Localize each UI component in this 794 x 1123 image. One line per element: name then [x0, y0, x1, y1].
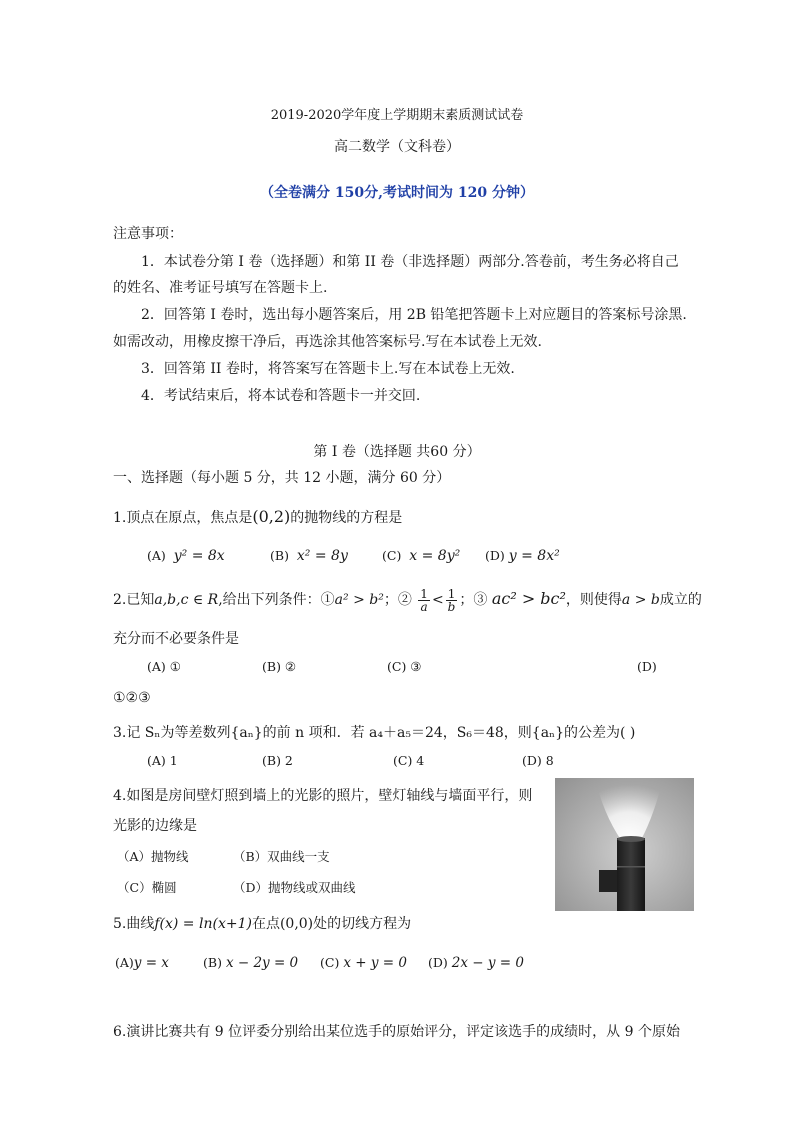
- q5-option-a: [115, 955, 169, 971]
- q5-stem-b: 在点(0,0)处的切线方程为: [251, 916, 412, 932]
- q5-option-d-label: (D): [428, 955, 448, 970]
- q2-s5: ，则使得: [565, 592, 622, 608]
- question-4-line1: 4.如图是房间壁灯照到墙上的光影的照片，壁灯轴线与墙面平行，则: [113, 788, 533, 804]
- q2-s3: ；②: [383, 592, 412, 608]
- q2-s2: ,给出下列条件：①: [218, 592, 335, 608]
- question-1-stem: [113, 507, 402, 527]
- q2-fraction-1a: [418, 588, 430, 613]
- q2-condition-3: ac² > bc²: [491, 589, 566, 608]
- q1-option-a-value: y² = 8x: [173, 548, 225, 564]
- q1-option-d-label: (D): [485, 548, 505, 563]
- q2-frac-den-a: a: [420, 599, 428, 614]
- q1-option-c-value: x = 8y²: [409, 548, 461, 564]
- q4-option-b: （B）双曲线一支: [233, 849, 330, 864]
- q3-option-a: (A) 1: [147, 753, 178, 768]
- q2-option-d-label: (D): [637, 659, 657, 674]
- question-3-stem: 3.记 Sₙ为等差数列{aₙ}的前 n 项和．若 a₄＋a₅＝24，S₆＝48，则{aₙ}的公差为( ): [113, 725, 636, 741]
- q5-option-a-value: y = x: [133, 955, 169, 971]
- q1-option-b-label: (B): [270, 548, 289, 563]
- q4-option-c: （C）椭圆: [117, 880, 177, 895]
- q1-point: (0,2): [252, 507, 291, 526]
- q2-option-a: (A) ①: [147, 659, 181, 674]
- q2-condition-1: a² > b²: [334, 592, 384, 608]
- note-2-line1: 2．回答第 I 卷时，选出每小题答案后，用 2B 铅笔把答题卡上对应题目的答案标号涂黑.: [141, 307, 687, 323]
- q2-option-c: (C) ③: [387, 659, 422, 674]
- notes-heading: 注意事项：: [113, 226, 183, 242]
- q4-option-d: （D）抛物线或双曲线: [233, 880, 356, 895]
- q2-line2: 充分而不必要条件是: [113, 631, 239, 647]
- q2-fraction-1b: [446, 588, 458, 613]
- q2-option-d: ①②③: [113, 690, 151, 706]
- q1-option-c: [382, 548, 460, 564]
- q5-option-d-value: 2x − y = 0: [451, 955, 524, 971]
- question-6-line1: 6.演讲比赛共有 9 位评委分别给出某位选手的原始评分，评定该选手的成绩时，从 9 个原始: [113, 1024, 680, 1040]
- q5-option-b-label: (B): [203, 955, 222, 970]
- q2-condition-target: a > b: [621, 592, 660, 608]
- wall-lamp-photo-icon: [555, 778, 694, 911]
- q5-option-a-label: (A): [115, 955, 134, 970]
- q1-stem-a: 1.顶点在原点，焦点是: [113, 510, 253, 526]
- q2-frac-den-b: b: [447, 599, 456, 614]
- q2-s4: ；③: [459, 592, 488, 608]
- exam-title: 2019-2020学年度上学期期末素质测试试卷: [270, 108, 524, 123]
- q1-stem-b: 的抛物线的方程是: [290, 510, 403, 526]
- part1-title: 第 I 卷（选择题 共60 分）: [313, 444, 481, 460]
- note-4: 4．考试结束后，将本试卷和答题卡一并交回.: [141, 388, 421, 404]
- q5-option-c-value: x + y = 0: [343, 955, 407, 971]
- q3-option-d: (D) 8: [522, 753, 554, 768]
- q2-vars: a,b,c ∈ R: [154, 592, 219, 608]
- q5-function: f(x) = ln(x+1): [154, 916, 252, 932]
- q1-option-d-value: y = 8x²: [508, 548, 560, 564]
- q1-option-d: [485, 548, 560, 564]
- q2-s6: 成立的: [659, 592, 702, 608]
- q5-option-b: [203, 955, 298, 971]
- q1-option-b-value: x² = 8y: [296, 548, 348, 564]
- q1-option-b: [270, 548, 348, 564]
- q1-option-c-label: (C): [382, 548, 402, 563]
- note-3: 3．回答第 II 卷时，将答案写在答题卡上.写在本试卷上无效.: [141, 361, 515, 377]
- q3-option-b: (B) 2: [262, 753, 293, 768]
- q2-frac-num-2: 1: [446, 588, 458, 601]
- question-2-stem: [113, 584, 702, 615]
- q1-option-a-label: (A): [147, 548, 166, 563]
- question-5-stem: [113, 913, 411, 933]
- exam-subtitle: 高二数学（文科卷）: [334, 139, 460, 155]
- q1-option-a: [147, 548, 225, 564]
- score-note: （全卷满分 150分,考试时间为 120 分钟）: [260, 185, 534, 201]
- section-heading: 一、选择题（每小题 5 分，共 12 小题，满分 60 分）: [113, 470, 451, 486]
- q2-less-than: <: [431, 592, 444, 608]
- q2-frac-num-1: 1: [420, 586, 428, 601]
- q3-option-c: (C) 4: [393, 753, 425, 768]
- q5-option-c-label: (C): [320, 955, 340, 970]
- q5-option-d: [428, 955, 524, 971]
- q2-s1: 2.已知: [113, 592, 155, 608]
- note-2-line2: 如需改动，用橡皮擦干净后，再选涂其他答案标号.写在本试卷上无效.: [113, 334, 542, 350]
- question-4-line2: 光影的边缘是: [113, 818, 197, 834]
- q5-stem-a: 5.曲线: [113, 916, 155, 932]
- q4-option-a: （A）抛物线: [117, 849, 189, 864]
- q5-option-b-value: x − 2y = 0: [225, 955, 299, 971]
- wall-lamp-photo: [555, 778, 694, 911]
- note-1-line1: 1．本试卷分第 I 卷（选择题）和第 II 卷（非选择题）两部分.答卷前，考生务必将自己: [141, 254, 679, 270]
- note-1-line2: 的姓名、准考证号填写在答题卡上.: [113, 280, 328, 296]
- q2-option-b: (B) ②: [262, 659, 297, 674]
- q5-option-c: [320, 955, 407, 971]
